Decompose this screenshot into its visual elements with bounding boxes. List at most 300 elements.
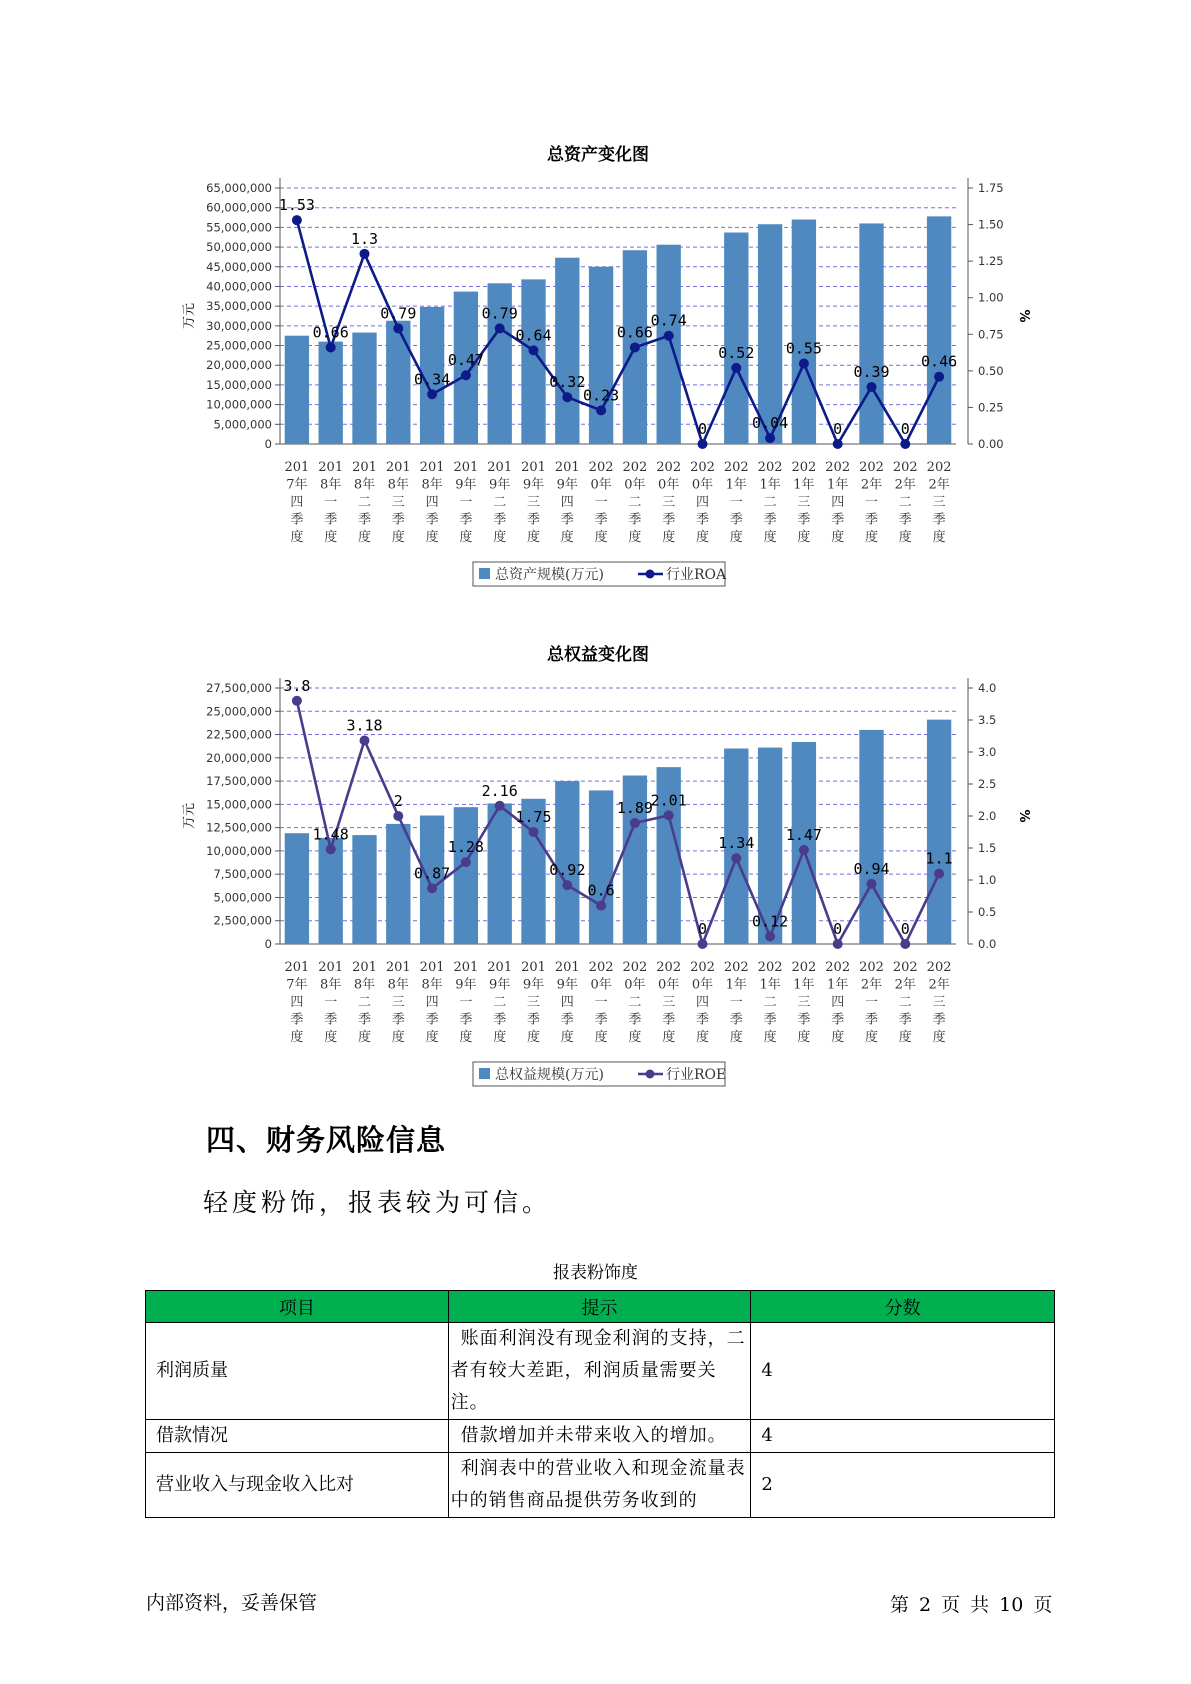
x-tick-label: 季 <box>290 1012 304 1028</box>
x-tick-label: 2年 <box>928 477 950 493</box>
y-tick-label: 50,000,000 <box>206 240 272 255</box>
line-point <box>562 880 572 890</box>
row-score: 2 <box>751 1453 1055 1518</box>
risk-table <box>145 1290 1055 1518</box>
line-point <box>900 439 910 449</box>
bar <box>454 807 478 944</box>
x-tick-label: 202 <box>859 960 884 975</box>
header-hint: 提示 <box>448 1291 751 1323</box>
y2-tick-label: 4.0 <box>978 681 997 695</box>
line-point <box>698 439 708 449</box>
footer-page-info <box>885 1590 1057 1617</box>
total-unit: 页 <box>1033 1594 1053 1616</box>
x-tick-label: 202 <box>690 460 715 475</box>
x-tick-label: 9年 <box>556 477 578 493</box>
x-tick-label: 度 <box>493 530 507 545</box>
x-tick-label: 四 <box>831 995 845 1010</box>
table-row <box>146 1453 1055 1518</box>
y-tick-label: 35,000,000 <box>206 299 272 314</box>
x-tick-label: 度 <box>391 1030 405 1045</box>
y-tick-label: 20,000,000 <box>206 358 272 373</box>
y-tick-label: 20,000,000 <box>206 750 272 765</box>
x-tick-label: 四 <box>290 995 304 1010</box>
line-point <box>765 433 775 443</box>
row-score: 4 <box>751 1323 1055 1420</box>
x-tick-label: 三 <box>797 995 811 1010</box>
header-item: 项目 <box>146 1291 449 1323</box>
y2-tick-label: 1.0 <box>978 873 997 887</box>
x-tick-label: 一 <box>729 995 743 1010</box>
line-point <box>934 869 944 879</box>
y2-tick-label: 2.5 <box>978 777 997 791</box>
x-tick-label: 度 <box>526 530 541 545</box>
y-tick-label: 12,500,000 <box>206 820 272 835</box>
x-tick-label: 度 <box>831 530 845 545</box>
x-tick-label: 度 <box>324 1030 338 1045</box>
footer-confidential: 内部资料，妥善保管 <box>146 1592 318 1614</box>
data-label: 1.3 <box>350 229 379 248</box>
bar <box>488 803 512 944</box>
data-label: 1.89 <box>616 799 653 818</box>
data-label: 0 <box>900 420 910 438</box>
data-label: 0.34 <box>414 370 451 389</box>
x-tick-label: 0年 <box>691 477 714 493</box>
page-unit: 页 <box>941 1594 961 1616</box>
x-tick-label: 201 <box>318 460 344 475</box>
y2-tick-label: 1.50 <box>978 217 1004 232</box>
data-label: 0.47 <box>447 351 484 370</box>
x-tick-label: 9年 <box>489 977 511 993</box>
data-label: 0 <box>833 420 843 438</box>
x-tick-label: 三 <box>932 995 946 1010</box>
x-tick-label: 202 <box>791 460 817 475</box>
x-tick-label: 2年 <box>894 977 916 993</box>
data-label: 0.23 <box>583 386 620 405</box>
x-tick-label: 202 <box>656 960 682 975</box>
line-point <box>630 818 640 828</box>
line-point <box>596 405 606 415</box>
x-tick-label: 度 <box>391 530 405 545</box>
table-row <box>146 1420 1055 1453</box>
line-point <box>529 345 539 355</box>
total-pages: 10 <box>999 1594 1024 1616</box>
y-tick-label: 0 <box>264 937 272 951</box>
line-point <box>630 342 640 352</box>
x-tick-label: 季 <box>594 1012 608 1028</box>
x-tick-label: 8年 <box>387 477 409 493</box>
x-tick-label: 度 <box>560 1030 574 1045</box>
page-prefix: 第 <box>890 1594 910 1616</box>
y2-axis-title: % <box>1016 309 1031 323</box>
data-label: 2 <box>393 792 403 810</box>
x-tick-label: 2年 <box>928 977 950 993</box>
x-tick-label: 四 <box>425 995 439 1010</box>
data-label: 0 <box>697 420 708 438</box>
y-tick-label: 15,000,000 <box>206 377 272 392</box>
line-point <box>495 323 505 333</box>
x-tick-label: 二 <box>628 995 642 1010</box>
data-label: 3.8 <box>283 676 311 695</box>
x-tick-label: 季 <box>324 512 338 528</box>
line-point <box>664 810 674 820</box>
chart-title: 总权益变化图 <box>547 645 649 665</box>
x-tick-label: 一 <box>459 495 473 510</box>
x-tick-label: 202 <box>859 460 884 475</box>
data-label: 3.18 <box>346 716 383 735</box>
y-tick-label: 2,500,000 <box>213 913 272 928</box>
data-label: 1.34 <box>718 834 755 853</box>
data-label: 0.55 <box>785 339 822 358</box>
y-tick-label: 5,000,000 <box>213 890 272 905</box>
x-tick-label: 季 <box>695 512 710 528</box>
x-tick-label: 季 <box>729 1012 743 1028</box>
y2-tick-label: 0.0 <box>978 937 997 951</box>
bar <box>927 216 951 444</box>
x-tick-label: 度 <box>628 530 642 545</box>
x-tick-label: 季 <box>459 1012 473 1028</box>
x-tick-label: 季 <box>932 1012 946 1028</box>
x-tick-label: 季 <box>459 512 473 528</box>
x-tick-label: 二 <box>763 495 777 510</box>
x-tick-label: 202 <box>690 960 715 975</box>
x-tick-label: 三 <box>662 995 676 1010</box>
x-tick-label: 度 <box>594 1030 608 1045</box>
legend-bar-swatch <box>479 1068 490 1079</box>
x-tick-label: 202 <box>622 460 648 475</box>
data-label: 0.04 <box>752 414 789 433</box>
x-tick-label: 季 <box>425 512 439 528</box>
x-tick-label: 8年 <box>353 977 376 993</box>
y-tick-label: 10,000,000 <box>206 397 272 412</box>
x-tick-label: 三 <box>797 495 811 510</box>
table-caption: 报表粉饰度 <box>553 1263 638 1283</box>
x-tick-label: 201 <box>554 460 580 475</box>
x-tick-label: 201 <box>385 460 411 475</box>
x-tick-label: 季 <box>898 512 912 528</box>
line-point <box>326 844 336 854</box>
legend-line-marker <box>646 1070 655 1079</box>
x-tick-label: 度 <box>324 530 338 545</box>
x-tick-label: 1年 <box>759 477 781 493</box>
x-tick-label: 一 <box>864 995 879 1010</box>
y2-tick-label: 0.50 <box>978 363 1004 378</box>
x-tick-label: 一 <box>459 995 473 1010</box>
x-tick-label: 一 <box>864 495 879 510</box>
x-tick-label: 度 <box>864 530 879 545</box>
x-tick-label: 0年 <box>590 977 612 993</box>
data-label: 0 <box>697 920 708 938</box>
bar <box>758 224 782 444</box>
x-tick-label: 202 <box>892 460 918 475</box>
y-tick-label: 17,500,000 <box>206 774 272 789</box>
x-tick-label: 度 <box>932 530 946 545</box>
x-tick-label: 季 <box>864 1012 879 1028</box>
x-tick-label: 四 <box>695 995 710 1010</box>
bar <box>589 790 613 944</box>
total-assets-chart <box>0 130 1191 600</box>
x-tick-label: 一 <box>594 995 608 1010</box>
x-tick-label: 201 <box>521 460 546 475</box>
header-score: 分数 <box>751 1291 1055 1323</box>
total-equity-chart-svg <box>0 630 1191 1100</box>
x-tick-label: 202 <box>588 460 614 475</box>
x-tick-label: 季 <box>594 512 608 528</box>
x-tick-label: 三 <box>391 995 405 1010</box>
x-tick-label: 季 <box>357 1012 372 1028</box>
legend-line-marker <box>646 570 655 579</box>
x-tick-label: 度 <box>898 1030 912 1045</box>
x-tick-label: 三 <box>526 995 541 1010</box>
x-tick-label: 201 <box>521 960 546 975</box>
x-tick-label: 1年 <box>759 977 781 993</box>
x-tick-label: 9年 <box>522 977 545 993</box>
x-tick-label: 202 <box>723 460 749 475</box>
line-point <box>596 901 606 911</box>
x-tick-label: 季 <box>290 512 304 528</box>
x-tick-label: 季 <box>662 512 676 528</box>
x-tick-label: 季 <box>324 1012 338 1028</box>
x-tick-label: 季 <box>662 1012 676 1028</box>
x-tick-label: 202 <box>757 960 783 975</box>
x-tick-label: 三 <box>932 495 946 510</box>
x-tick-label: 度 <box>425 1030 439 1045</box>
x-tick-label: 四 <box>560 995 574 1010</box>
x-tick-label: 季 <box>763 1012 777 1028</box>
x-tick-label: 2年 <box>894 477 916 493</box>
data-label: 0.52 <box>718 343 755 362</box>
y2-tick-label: 1.00 <box>978 290 1004 305</box>
y2-tick-label: 1.5 <box>978 841 997 855</box>
row-item: 借款情况 <box>146 1420 449 1453</box>
y2-tick-label: 2.0 <box>978 809 997 823</box>
x-tick-label: 9年 <box>455 477 477 493</box>
data-label: 2.01 <box>650 791 687 810</box>
table-header-row <box>146 1291 1055 1323</box>
x-tick-label: 度 <box>628 1030 642 1045</box>
x-tick-label: 202 <box>723 960 749 975</box>
line-point <box>731 363 741 373</box>
data-label: 1.28 <box>447 838 484 857</box>
data-label: 2.16 <box>481 781 518 800</box>
data-label: 0.92 <box>549 861 586 880</box>
data-label: 0.74 <box>650 311 687 330</box>
line-point <box>393 323 403 333</box>
total-prefix: 共 <box>970 1594 990 1616</box>
bar <box>657 245 681 444</box>
line-point <box>360 249 370 259</box>
x-tick-label: 1年 <box>827 977 849 993</box>
x-tick-label: 二 <box>493 495 507 510</box>
x-tick-label: 7年 <box>286 977 308 993</box>
y-tick-label: 25,000,000 <box>206 704 272 719</box>
y-tick-label: 5,000,000 <box>213 417 272 432</box>
x-tick-label: 二 <box>898 495 912 510</box>
data-label: 0 <box>900 920 910 938</box>
x-tick-label: 季 <box>831 512 845 528</box>
row-hint: 利润表中的营业收入和现金流量表中的销售商品提供劳务收到的 <box>448 1453 751 1518</box>
bar <box>859 730 883 944</box>
x-tick-label: 度 <box>898 530 912 545</box>
chart-title: 总资产变化图 <box>547 145 649 165</box>
x-tick-label: 201 <box>453 960 479 975</box>
data-label: 0.79 <box>481 304 518 323</box>
x-tick-label: 一 <box>594 495 608 510</box>
line-point <box>427 883 437 893</box>
x-tick-label: 季 <box>797 1012 811 1028</box>
x-tick-label: 度 <box>797 530 811 545</box>
y-tick-label: 60,000,000 <box>206 200 272 215</box>
y-tick-label: 65,000,000 <box>206 181 272 195</box>
line-point <box>461 857 471 867</box>
x-tick-label: 季 <box>493 1012 507 1028</box>
row-item: 营业收入与现金收入比对 <box>146 1453 449 1518</box>
x-tick-label: 202 <box>622 960 648 975</box>
bar <box>724 233 748 444</box>
x-tick-label: 四 <box>560 495 574 510</box>
x-tick-label: 201 <box>487 960 513 975</box>
line-point <box>292 215 302 225</box>
y-tick-label: 55,000,000 <box>206 220 272 235</box>
x-tick-label: 季 <box>831 1012 845 1028</box>
y2-tick-label: 3.0 <box>978 745 997 759</box>
x-tick-label: 201 <box>352 960 377 975</box>
x-tick-label: 季 <box>526 512 541 528</box>
x-tick-label: 8年 <box>387 977 409 993</box>
x-tick-label: 度 <box>763 530 777 545</box>
x-tick-label: 三 <box>526 495 541 510</box>
bar <box>386 824 410 944</box>
legend-line-label: 行业ROA <box>666 567 727 583</box>
line-point <box>867 879 877 889</box>
x-tick-label: 9年 <box>455 977 477 993</box>
bar <box>927 720 951 944</box>
legend-bar-swatch <box>479 568 490 579</box>
line-point <box>698 939 708 949</box>
x-tick-label: 度 <box>594 530 608 545</box>
x-tick-label: 度 <box>493 1030 507 1045</box>
line-point <box>799 359 809 369</box>
x-tick-label: 四 <box>290 495 304 510</box>
line-point <box>495 801 505 811</box>
x-tick-label: 度 <box>932 1030 946 1045</box>
bar <box>555 258 579 444</box>
line-point <box>867 382 877 392</box>
x-tick-label: 201 <box>554 960 580 975</box>
data-label: 0.79 <box>380 304 417 323</box>
x-tick-label: 1年 <box>827 477 849 493</box>
y2-tick-label: 0.5 <box>978 905 997 919</box>
x-tick-label: 0年 <box>658 977 680 993</box>
x-tick-label: 度 <box>459 530 473 545</box>
x-tick-label: 四 <box>425 495 439 510</box>
x-tick-label: 季 <box>628 512 642 528</box>
x-tick-label: 1年 <box>793 477 815 493</box>
x-tick-label: 季 <box>391 512 405 528</box>
data-label: 0.64 <box>515 326 552 345</box>
x-tick-label: 度 <box>425 530 439 545</box>
y2-tick-label: 3.5 <box>978 713 997 727</box>
x-tick-label: 度 <box>560 530 574 545</box>
total-assets-chart-svg <box>0 130 1191 600</box>
line-point <box>562 392 572 402</box>
x-tick-label: 一 <box>729 495 743 510</box>
x-tick-label: 季 <box>425 1012 439 1028</box>
x-tick-label: 202 <box>926 460 952 475</box>
x-tick-label: 0年 <box>624 977 646 993</box>
x-tick-label: 季 <box>729 512 743 528</box>
data-label: 0.6 <box>587 881 615 900</box>
table-row <box>146 1323 1055 1420</box>
x-tick-label: 201 <box>352 460 377 475</box>
x-tick-label: 二 <box>898 995 912 1010</box>
x-tick-label: 季 <box>560 512 574 528</box>
x-tick-label: 三 <box>391 495 405 510</box>
data-label: 0.94 <box>853 859 890 878</box>
data-label: 1.47 <box>785 825 822 844</box>
y-tick-label: 30,000,000 <box>206 318 272 333</box>
x-tick-label: 9年 <box>489 477 511 493</box>
legend-bar-label: 总资产规模(万元) <box>495 567 604 583</box>
x-tick-label: 8年 <box>320 977 342 993</box>
bar <box>386 321 410 444</box>
x-tick-label: 季 <box>560 1012 574 1028</box>
x-tick-label: 度 <box>357 1030 372 1045</box>
x-tick-label: 8年 <box>353 477 376 493</box>
x-tick-label: 季 <box>526 1012 541 1028</box>
x-tick-label: 201 <box>284 460 310 475</box>
x-tick-label: 季 <box>357 512 372 528</box>
x-tick-label: 度 <box>831 1030 845 1045</box>
data-label: 0.12 <box>752 912 789 931</box>
y2-tick-label: 1.75 <box>978 181 1004 195</box>
x-tick-label: 二 <box>763 995 777 1010</box>
x-tick-label: 二 <box>628 495 642 510</box>
x-tick-label: 季 <box>493 512 507 528</box>
y-tick-label: 0 <box>264 437 272 451</box>
x-tick-label: 度 <box>357 530 372 545</box>
x-tick-label: 度 <box>290 1030 304 1045</box>
line-point <box>900 939 910 949</box>
data-label: 0.66 <box>312 323 349 342</box>
x-tick-label: 二 <box>357 995 372 1010</box>
y-tick-label: 45,000,000 <box>206 259 272 274</box>
x-tick-label: 1年 <box>725 977 747 993</box>
line-point <box>292 696 302 706</box>
x-tick-label: 2年 <box>860 477 883 493</box>
data-label: 0.66 <box>616 323 653 342</box>
x-tick-label: 9年 <box>522 477 545 493</box>
line-point <box>731 853 741 863</box>
x-tick-label: 季 <box>932 512 946 528</box>
x-tick-label: 季 <box>864 512 879 528</box>
line-point <box>833 939 843 949</box>
section-heading: 四、财务风险信息 <box>206 1123 447 1157</box>
x-tick-label: 度 <box>797 1030 811 1045</box>
row-hint: 借款增加并未带来收入的增加。 <box>448 1420 751 1453</box>
x-tick-label: 1年 <box>793 977 815 993</box>
x-tick-label: 季 <box>763 512 777 528</box>
x-tick-label: 0年 <box>590 477 612 493</box>
x-tick-label: 二 <box>357 495 372 510</box>
y-tick-label: 22,500,000 <box>206 727 272 742</box>
y2-tick-label: 1.25 <box>978 254 1004 269</box>
bar <box>319 342 343 444</box>
y-tick-label: 40,000,000 <box>206 279 272 294</box>
x-tick-label: 度 <box>729 530 743 545</box>
page-number: 2 <box>919 1594 932 1616</box>
y-tick-label: 10,000,000 <box>206 843 272 858</box>
x-tick-label: 度 <box>459 1030 473 1045</box>
